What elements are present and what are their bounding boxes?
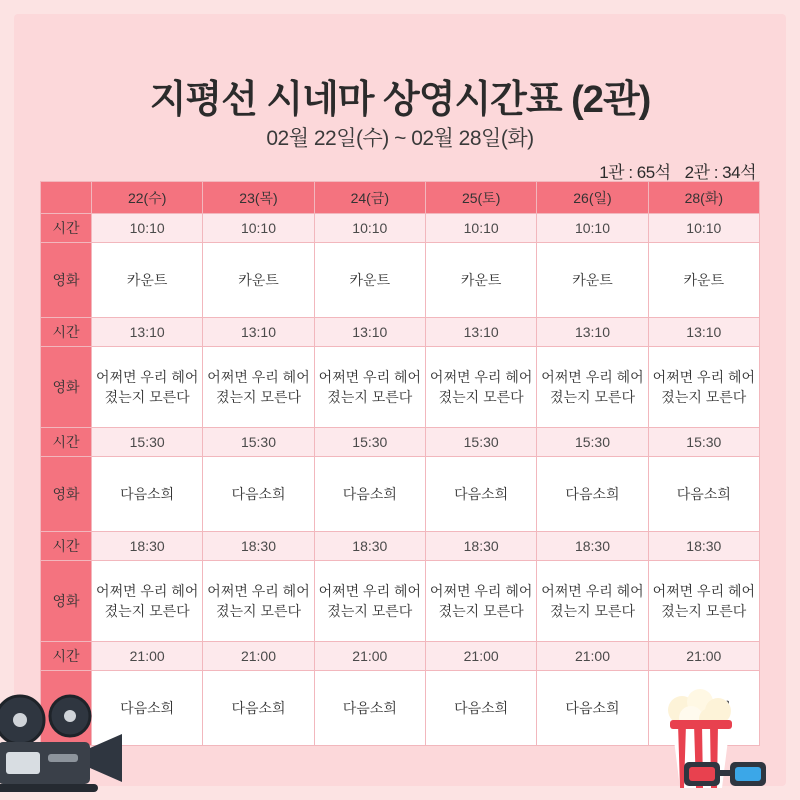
movie-cell: 어쩌면 우리 헤어졌는지 모른다 <box>425 561 536 642</box>
time-cell: 15:30 <box>314 428 425 457</box>
time-cell: 15:30 <box>92 428 203 457</box>
movie-cell: 어쩌면 우리 헤어졌는지 모른다 <box>92 347 203 428</box>
column-header-day-3: 24(금) <box>314 182 425 214</box>
column-header-day-4: 25(토) <box>425 182 536 214</box>
movie-cell: 다음소희 <box>203 457 314 532</box>
movie-cell: 카운트 <box>648 243 759 318</box>
seat-info <box>599 158 756 183</box>
time-cell: 13:10 <box>425 318 536 347</box>
film-projector-icon <box>0 690 132 800</box>
row-label-movie: 영화 <box>41 347 92 428</box>
3d-glasses-icon <box>680 748 770 798</box>
column-header-day-5: 26(일) <box>537 182 648 214</box>
table-row <box>41 243 760 318</box>
time-cell: 18:30 <box>648 532 759 561</box>
time-cell: 18:30 <box>203 532 314 561</box>
movie-cell: 다음소희 <box>314 671 425 746</box>
time-cell: 10:10 <box>425 214 536 243</box>
row-label-time: 시간 <box>41 642 92 671</box>
row-label-movie: 영화 <box>41 243 92 318</box>
table-row <box>41 428 760 457</box>
movie-cell: 다음소희 <box>92 457 203 532</box>
movie-cell: 다음소희 <box>425 671 536 746</box>
time-cell: 18:30 <box>92 532 203 561</box>
movie-cell: 카운트 <box>537 243 648 318</box>
time-cell: 21:00 <box>92 642 203 671</box>
time-cell: 21:00 <box>203 642 314 671</box>
time-cell: 21:00 <box>314 642 425 671</box>
time-cell: 10:10 <box>537 214 648 243</box>
row-label-time: 시간 <box>41 532 92 561</box>
table-row <box>41 214 760 243</box>
table-row <box>41 561 760 642</box>
time-cell: 10:10 <box>648 214 759 243</box>
table-row <box>41 642 760 671</box>
movie-cell: 어쩌면 우리 헤어졌는지 모른다 <box>314 347 425 428</box>
time-cell: 13:10 <box>92 318 203 347</box>
movie-cell: 어쩌면 우리 헤어졌는지 모른다 <box>203 347 314 428</box>
time-cell: 15:30 <box>648 428 759 457</box>
page-title: 지평선 시네마 상영시간표 (2관) <box>149 79 651 121</box>
movie-cell: 어쩌면 우리 헤어졌는지 모른다 <box>537 347 648 428</box>
movie-cell: 다음소희 <box>537 671 648 746</box>
movie-cell: 어쩌면 우리 헤어졌는지 모른다 <box>203 561 314 642</box>
column-header-day-1: 22(수) <box>92 182 203 214</box>
time-cell: 13:10 <box>537 318 648 347</box>
movie-cell: 카운트 <box>92 243 203 318</box>
seat-info-hall1: 1관 : 65석 <box>599 163 671 182</box>
movie-cell: 어쩌면 우리 헤어졌는지 모른다 <box>537 561 648 642</box>
table-row <box>41 457 760 532</box>
time-cell: 18:30 <box>537 532 648 561</box>
movie-cell: 다음소희 <box>203 671 314 746</box>
movie-cell: 카운트 <box>314 243 425 318</box>
time-cell: 15:30 <box>425 428 536 457</box>
movie-cell: 다음소희 <box>537 457 648 532</box>
movie-cell: 어쩌면 우리 헤어졌는지 모른다 <box>92 561 203 642</box>
schedule-table <box>40 181 760 746</box>
time-cell: 21:00 <box>537 642 648 671</box>
column-header-day-2: 23(목) <box>203 182 314 214</box>
movie-cell: 다음소희 <box>92 671 203 746</box>
time-cell: 10:10 <box>203 214 314 243</box>
movie-cell: 카운트 <box>425 243 536 318</box>
table-corner-cell <box>41 182 92 214</box>
date-range: 02월 22일(수) ~ 02월 28일(화) <box>266 127 534 150</box>
time-cell: 15:30 <box>203 428 314 457</box>
row-label-time: 시간 <box>41 214 92 243</box>
time-cell: 15:30 <box>537 428 648 457</box>
seat-info-hall2: 2관 : 34석 <box>684 163 756 182</box>
table-row <box>41 318 760 347</box>
time-cell: 13:10 <box>203 318 314 347</box>
row-label-movie: 영화 <box>41 457 92 532</box>
movie-cell: 어쩌면 우리 헤어졌는지 모른다 <box>648 561 759 642</box>
time-cell: 10:10 <box>92 214 203 243</box>
movie-cell: 어쩌면 우리 헤어졌는지 모른다 <box>425 347 536 428</box>
movie-cell: 다음소희 <box>425 457 536 532</box>
movie-cell: 카운트 <box>203 243 314 318</box>
table-row <box>41 532 760 561</box>
row-label-movie: 영화 <box>41 561 92 642</box>
time-cell: 10:10 <box>314 214 425 243</box>
movie-cell: 어쩌면 우리 헤어졌는지 모른다 <box>314 561 425 642</box>
time-cell: 21:00 <box>648 642 759 671</box>
movie-cell: 어쩌면 우리 헤어졌는지 모른다 <box>648 347 759 428</box>
row-label-time: 시간 <box>41 318 92 347</box>
table-row <box>41 347 760 428</box>
time-cell: 18:30 <box>425 532 536 561</box>
time-cell: 18:30 <box>314 532 425 561</box>
table-header-row <box>41 182 760 214</box>
movie-cell: 다음소희 <box>314 457 425 532</box>
time-cell: 13:10 <box>648 318 759 347</box>
column-header-day-6: 28(화) <box>648 182 759 214</box>
movie-cell: 다음소희 <box>648 457 759 532</box>
row-label-time: 시간 <box>41 428 92 457</box>
time-cell: 13:10 <box>314 318 425 347</box>
time-cell: 21:00 <box>425 642 536 671</box>
